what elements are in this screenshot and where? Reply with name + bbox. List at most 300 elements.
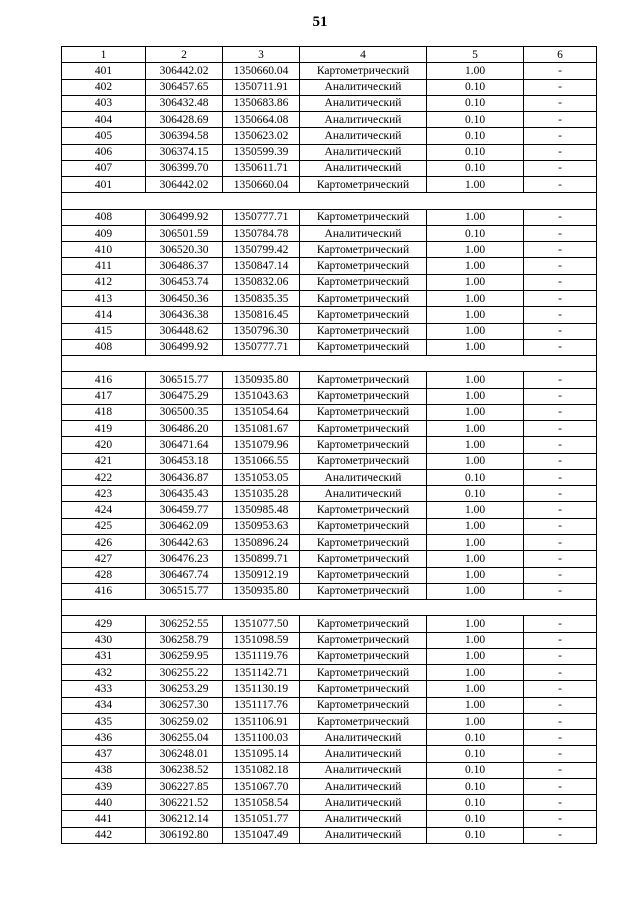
table-cell: Картометрический xyxy=(300,307,427,323)
table-cell: 1351054.64 xyxy=(223,404,300,420)
table-cell: 306394.58 xyxy=(146,128,223,144)
table-cell: 0.10 xyxy=(427,225,524,241)
table-cell: 435 xyxy=(62,713,146,729)
table-cell: Картометрический xyxy=(300,518,427,534)
table-cell: - xyxy=(524,551,597,567)
table-cell: 1350660.04 xyxy=(223,63,300,79)
table-cell: 408 xyxy=(62,339,146,355)
table-cell: Аналитический xyxy=(300,730,427,746)
table-row xyxy=(62,290,597,306)
table-cell: 1.00 xyxy=(427,697,524,713)
table-row xyxy=(62,128,597,144)
table-row xyxy=(62,811,597,827)
table-cell: 401 xyxy=(62,63,146,79)
header-cell-3: 3 xyxy=(223,47,300,63)
table-cell: 1351106.91 xyxy=(223,713,300,729)
table-cell: Картометрический xyxy=(300,713,427,729)
table-cell: 432 xyxy=(62,665,146,681)
table-row xyxy=(62,404,597,420)
table-cell: 1350835.35 xyxy=(223,290,300,306)
table-cell: Картометрический xyxy=(300,437,427,453)
table-row xyxy=(62,778,597,794)
table-cell: 0.10 xyxy=(427,811,524,827)
table-cell: 1351043.63 xyxy=(223,388,300,404)
table-cell: 1350777.71 xyxy=(223,209,300,225)
table-row xyxy=(62,453,597,469)
table-cell: 407 xyxy=(62,160,146,176)
table-cell: Аналитический xyxy=(300,486,427,502)
table-cell: 1350777.71 xyxy=(223,339,300,355)
table-cell: 0.10 xyxy=(427,730,524,746)
table-row xyxy=(62,372,597,388)
table-cell: 306374.15 xyxy=(146,144,223,160)
table-cell: 1.00 xyxy=(427,388,524,404)
table-cell: - xyxy=(524,665,597,681)
table-cell: Аналитический xyxy=(300,128,427,144)
table-cell: 306192.80 xyxy=(146,827,223,843)
table-row xyxy=(62,746,597,762)
table-cell: Картометрический xyxy=(300,274,427,290)
table-cell: 1351081.67 xyxy=(223,421,300,437)
table-cell: 306520.30 xyxy=(146,242,223,258)
table-row xyxy=(62,225,597,241)
table-cell: Картометрический xyxy=(300,290,427,306)
table-cell: 1.00 xyxy=(427,177,524,193)
table-cell: 1350623.02 xyxy=(223,128,300,144)
table-cell: 0.10 xyxy=(427,746,524,762)
table-cell: Картометрический xyxy=(300,242,427,258)
table-cell: - xyxy=(524,290,597,306)
table-row xyxy=(62,518,597,534)
table-cell: - xyxy=(524,209,597,225)
table-cell: Аналитический xyxy=(300,746,427,762)
table-row xyxy=(62,713,597,729)
table-cell: 1.00 xyxy=(427,632,524,648)
table-cell: - xyxy=(524,128,597,144)
table-cell: - xyxy=(524,616,597,632)
table-cell: 306459.77 xyxy=(146,502,223,518)
table-row xyxy=(62,160,597,176)
header-cell-4: 4 xyxy=(300,47,427,63)
table-cell: 1351142.71 xyxy=(223,665,300,681)
table-cell: 1351047.49 xyxy=(223,827,300,843)
table-cell: 1350664.08 xyxy=(223,112,300,128)
table-cell: - xyxy=(524,713,597,729)
table-cell: 306259.95 xyxy=(146,648,223,664)
table-row xyxy=(62,551,597,567)
table-cell: - xyxy=(524,112,597,128)
table-cell: - xyxy=(524,339,597,355)
table-cell: 1.00 xyxy=(427,339,524,355)
table-cell: 1351100.03 xyxy=(223,730,300,746)
table-cell: - xyxy=(524,225,597,241)
table-cell: - xyxy=(524,160,597,176)
table-cell: Аналитический xyxy=(300,225,427,241)
table-cell: 1.00 xyxy=(427,453,524,469)
table-cell: 440 xyxy=(62,795,146,811)
table-cell: 1351079.96 xyxy=(223,437,300,453)
table-cell: 405 xyxy=(62,128,146,144)
table-cell: 306501.59 xyxy=(146,225,223,241)
table-cell: 1351066.55 xyxy=(223,453,300,469)
table-cell: 306462.09 xyxy=(146,518,223,534)
table-cell: 0.10 xyxy=(427,762,524,778)
table-cell: 306515.77 xyxy=(146,372,223,388)
table-cell: - xyxy=(524,583,597,599)
table-cell: - xyxy=(524,437,597,453)
table-cell: 420 xyxy=(62,437,146,453)
table-cell: 0.10 xyxy=(427,128,524,144)
table-cell: Аналитический xyxy=(300,95,427,111)
table-cell: 1.00 xyxy=(427,290,524,306)
table-cell: 422 xyxy=(62,469,146,485)
table-cell: 1.00 xyxy=(427,713,524,729)
table-cell: - xyxy=(524,404,597,420)
table-cell: - xyxy=(524,518,597,534)
table-cell: - xyxy=(524,534,597,550)
table-cell: Картометрический xyxy=(300,323,427,339)
table-cell: 1.00 xyxy=(427,665,524,681)
table-cell: - xyxy=(524,502,597,518)
table-cell: 1350985.48 xyxy=(223,502,300,518)
table-cell: 416 xyxy=(62,372,146,388)
coordinates-table xyxy=(61,46,597,844)
table-cell: - xyxy=(524,453,597,469)
table-row xyxy=(62,665,597,681)
table-cell: - xyxy=(524,811,597,827)
table-cell: Картометрический xyxy=(300,421,427,437)
table-cell: 1351077.50 xyxy=(223,616,300,632)
table-cell: Аналитический xyxy=(300,160,427,176)
table-cell: 1.00 xyxy=(427,534,524,550)
table-row xyxy=(62,95,597,111)
table-cell: 0.10 xyxy=(427,95,524,111)
table-row xyxy=(62,567,597,583)
table-cell: Аналитический xyxy=(300,778,427,794)
table-cell: 306442.02 xyxy=(146,63,223,79)
table-cell: 306471.64 xyxy=(146,437,223,453)
table-cell: Аналитический xyxy=(300,112,427,128)
table-cell: 306432.48 xyxy=(146,95,223,111)
table-cell: 0.10 xyxy=(427,160,524,176)
table-cell: 424 xyxy=(62,502,146,518)
table-row xyxy=(62,437,597,453)
table-cell: 427 xyxy=(62,551,146,567)
table-cell: - xyxy=(524,323,597,339)
table-cell: 306428.69 xyxy=(146,112,223,128)
table-cell: 306248.01 xyxy=(146,746,223,762)
table-cell: 306227.85 xyxy=(146,778,223,794)
table-row xyxy=(62,242,597,258)
table-cell: 408 xyxy=(62,209,146,225)
table-row xyxy=(62,258,597,274)
table-row xyxy=(62,681,597,697)
table-cell: 1350935.80 xyxy=(223,372,300,388)
table-cell: 306453.74 xyxy=(146,274,223,290)
table-cell: Картометрический xyxy=(300,502,427,518)
table-cell: 306515.77 xyxy=(146,583,223,599)
table-cell: 306436.38 xyxy=(146,307,223,323)
table-cell: 1350611.71 xyxy=(223,160,300,176)
table-cell: 1350912.19 xyxy=(223,567,300,583)
table-cell: 1.00 xyxy=(427,437,524,453)
table-cell: 306476.23 xyxy=(146,551,223,567)
table-cell: 433 xyxy=(62,681,146,697)
table-cell: 404 xyxy=(62,112,146,128)
table-row xyxy=(62,112,597,128)
table-row-separator xyxy=(62,600,597,616)
header-cell-6: 6 xyxy=(524,47,597,63)
table-cell: 0.10 xyxy=(427,79,524,95)
table-cell: 429 xyxy=(62,616,146,632)
table-cell: 428 xyxy=(62,567,146,583)
table-cell: Аналитический xyxy=(300,469,427,485)
table-cell: 1.00 xyxy=(427,307,524,323)
table-cell: Картометрический xyxy=(300,648,427,664)
table-cell: 409 xyxy=(62,225,146,241)
table-cell: - xyxy=(524,746,597,762)
table-cell: - xyxy=(524,63,597,79)
header-cell-5: 5 xyxy=(427,47,524,63)
table-cell: 306257.30 xyxy=(146,697,223,713)
table-row xyxy=(62,323,597,339)
table-cell: Аналитический xyxy=(300,795,427,811)
table-cell: - xyxy=(524,681,597,697)
table-row xyxy=(62,730,597,746)
table-cell: 306436.87 xyxy=(146,469,223,485)
table-cell: - xyxy=(524,762,597,778)
table-cell: Картометрический xyxy=(300,372,427,388)
table-cell: Картометрический xyxy=(300,681,427,697)
table-cell: 306255.04 xyxy=(146,730,223,746)
table-cell: 437 xyxy=(62,746,146,762)
table-cell: 1351095.14 xyxy=(223,746,300,762)
table-cell: 418 xyxy=(62,404,146,420)
table-cell: - xyxy=(524,697,597,713)
table-cell: 306486.20 xyxy=(146,421,223,437)
table-cell: Картометрический xyxy=(300,258,427,274)
table-cell: 1.00 xyxy=(427,421,524,437)
table-cell: Картометрический xyxy=(300,339,427,355)
table-cell: Картометрический xyxy=(300,616,427,632)
table-cell: 306457.65 xyxy=(146,79,223,95)
table-cell: Картометрический xyxy=(300,63,427,79)
table-header-row xyxy=(62,47,597,63)
table-cell: 1351119.76 xyxy=(223,648,300,664)
table-row xyxy=(62,421,597,437)
table-row xyxy=(62,469,597,485)
table-cell: 1.00 xyxy=(427,258,524,274)
table-cell: Картометрический xyxy=(300,388,427,404)
table-cell: - xyxy=(524,372,597,388)
table-cell: 1350832.06 xyxy=(223,274,300,290)
table-cell: 1350896.24 xyxy=(223,534,300,550)
table-cell: - xyxy=(524,79,597,95)
table-cell: 1350683.86 xyxy=(223,95,300,111)
table-cell: 1351035.28 xyxy=(223,486,300,502)
table-cell: 1350899.71 xyxy=(223,551,300,567)
table-cell: 421 xyxy=(62,453,146,469)
table-cell: 306238.52 xyxy=(146,762,223,778)
table-cell: 306499.92 xyxy=(146,339,223,355)
table-cell: 306399.70 xyxy=(146,160,223,176)
table-cell: 403 xyxy=(62,95,146,111)
table-cell: 1.00 xyxy=(427,518,524,534)
table-cell: 306448.62 xyxy=(146,323,223,339)
table-cell: 306442.02 xyxy=(146,177,223,193)
table-cell: Аналитический xyxy=(300,762,427,778)
table-cell: 0.10 xyxy=(427,469,524,485)
table-cell: 438 xyxy=(62,762,146,778)
table-cell: 306500.35 xyxy=(146,404,223,420)
table-row xyxy=(62,144,597,160)
table-cell: 306499.92 xyxy=(146,209,223,225)
table-row xyxy=(62,339,597,355)
table-cell: 1.00 xyxy=(427,583,524,599)
table-cell: 430 xyxy=(62,632,146,648)
table-cell: 1351098.59 xyxy=(223,632,300,648)
table-cell: 1351082.18 xyxy=(223,762,300,778)
table-row xyxy=(62,307,597,323)
table-cell: Картометрический xyxy=(300,567,427,583)
table-cell: Аналитический xyxy=(300,144,427,160)
table-cell: Аналитический xyxy=(300,811,427,827)
table-cell: 1350816.45 xyxy=(223,307,300,323)
table-cell: - xyxy=(524,388,597,404)
table-cell: 306212.14 xyxy=(146,811,223,827)
table-cell: 1351051.77 xyxy=(223,811,300,827)
table-cell: 416 xyxy=(62,583,146,599)
table-cell: Картометрический xyxy=(300,177,427,193)
table-cell: 306486.37 xyxy=(146,258,223,274)
table-cell: Картометрический xyxy=(300,534,427,550)
table-cell: - xyxy=(524,242,597,258)
table-cell: 436 xyxy=(62,730,146,746)
table-cell: Картометрический xyxy=(300,583,427,599)
table-cell: 434 xyxy=(62,697,146,713)
table-row xyxy=(62,697,597,713)
table-cell: 1350711.91 xyxy=(223,79,300,95)
table-cell: 1350660.04 xyxy=(223,177,300,193)
table-row xyxy=(62,632,597,648)
table-row xyxy=(62,177,597,193)
table-cell: 306475.29 xyxy=(146,388,223,404)
table-cell: - xyxy=(524,274,597,290)
table-cell: 1350599.39 xyxy=(223,144,300,160)
table-cell: 0.10 xyxy=(427,795,524,811)
table-cell: - xyxy=(524,307,597,323)
table-cell: 306450.36 xyxy=(146,290,223,306)
table-cell: 411 xyxy=(62,258,146,274)
table-cell: 415 xyxy=(62,323,146,339)
table-row xyxy=(62,79,597,95)
table-row xyxy=(62,486,597,502)
table-cell: 1.00 xyxy=(427,372,524,388)
table-cell: 401 xyxy=(62,177,146,193)
table-row xyxy=(62,209,597,225)
table-cell: - xyxy=(524,795,597,811)
table-cell: 431 xyxy=(62,648,146,664)
table-cell: - xyxy=(524,258,597,274)
table-cell: Аналитический xyxy=(300,827,427,843)
table-cell: 412 xyxy=(62,274,146,290)
table-cell: 306442.63 xyxy=(146,534,223,550)
table-body xyxy=(62,47,597,844)
table-cell: 1.00 xyxy=(427,274,524,290)
table-cell: - xyxy=(524,95,597,111)
table-cell: 413 xyxy=(62,290,146,306)
table-cell: - xyxy=(524,486,597,502)
table-cell: 417 xyxy=(62,388,146,404)
table-cell: 1351067.70 xyxy=(223,778,300,794)
table-cell: 1.00 xyxy=(427,616,524,632)
table-cell: Картометрический xyxy=(300,697,427,713)
table-cell: 1.00 xyxy=(427,567,524,583)
table-cell: 306467.74 xyxy=(146,567,223,583)
table-cell: 441 xyxy=(62,811,146,827)
table-cell: - xyxy=(524,827,597,843)
table-cell: 1351058.54 xyxy=(223,795,300,811)
table-cell: 0.10 xyxy=(427,827,524,843)
table-cell: 419 xyxy=(62,421,146,437)
table-cell: 426 xyxy=(62,534,146,550)
table-cell: 402 xyxy=(62,79,146,95)
table-cell: 306435.43 xyxy=(146,486,223,502)
table-cell: - xyxy=(524,144,597,160)
table-cell: - xyxy=(524,469,597,485)
table-cell: 306259.02 xyxy=(146,713,223,729)
table-row-separator xyxy=(62,193,597,209)
table-cell: 306255.22 xyxy=(146,665,223,681)
table-row xyxy=(62,795,597,811)
table-cell: 442 xyxy=(62,827,146,843)
table-cell: 1.00 xyxy=(427,502,524,518)
table-row xyxy=(62,616,597,632)
table-cell: 1.00 xyxy=(427,551,524,567)
table-cell: 1351053.05 xyxy=(223,469,300,485)
table-cell: 0.10 xyxy=(427,144,524,160)
table-cell: 0.10 xyxy=(427,778,524,794)
table-cell: 1.00 xyxy=(427,681,524,697)
separator-cell xyxy=(62,193,597,209)
table-cell: 1350935.80 xyxy=(223,583,300,599)
table-row xyxy=(62,388,597,404)
table-row xyxy=(62,502,597,518)
table-cell: 1.00 xyxy=(427,209,524,225)
table-cell: 1350784.78 xyxy=(223,225,300,241)
table-cell: 0.10 xyxy=(427,486,524,502)
table-row xyxy=(62,827,597,843)
table-cell: 306258.79 xyxy=(146,632,223,648)
table-cell: 423 xyxy=(62,486,146,502)
table-cell: Картометрический xyxy=(300,453,427,469)
table-cell: 1.00 xyxy=(427,242,524,258)
table-cell: 406 xyxy=(62,144,146,160)
table-row-separator xyxy=(62,356,597,372)
header-cell-1: 1 xyxy=(62,47,146,63)
table-cell: Аналитический xyxy=(300,79,427,95)
table-cell: 1350799.42 xyxy=(223,242,300,258)
table-cell: 306253.29 xyxy=(146,681,223,697)
table-cell: 1350953.63 xyxy=(223,518,300,534)
table-cell: 1351117.76 xyxy=(223,697,300,713)
table-cell: Картометрический xyxy=(300,404,427,420)
table-cell: - xyxy=(524,730,597,746)
table-cell: 1351130.19 xyxy=(223,681,300,697)
table-cell: 1.00 xyxy=(427,323,524,339)
table-cell: Картометрический xyxy=(300,551,427,567)
table-cell: - xyxy=(524,421,597,437)
